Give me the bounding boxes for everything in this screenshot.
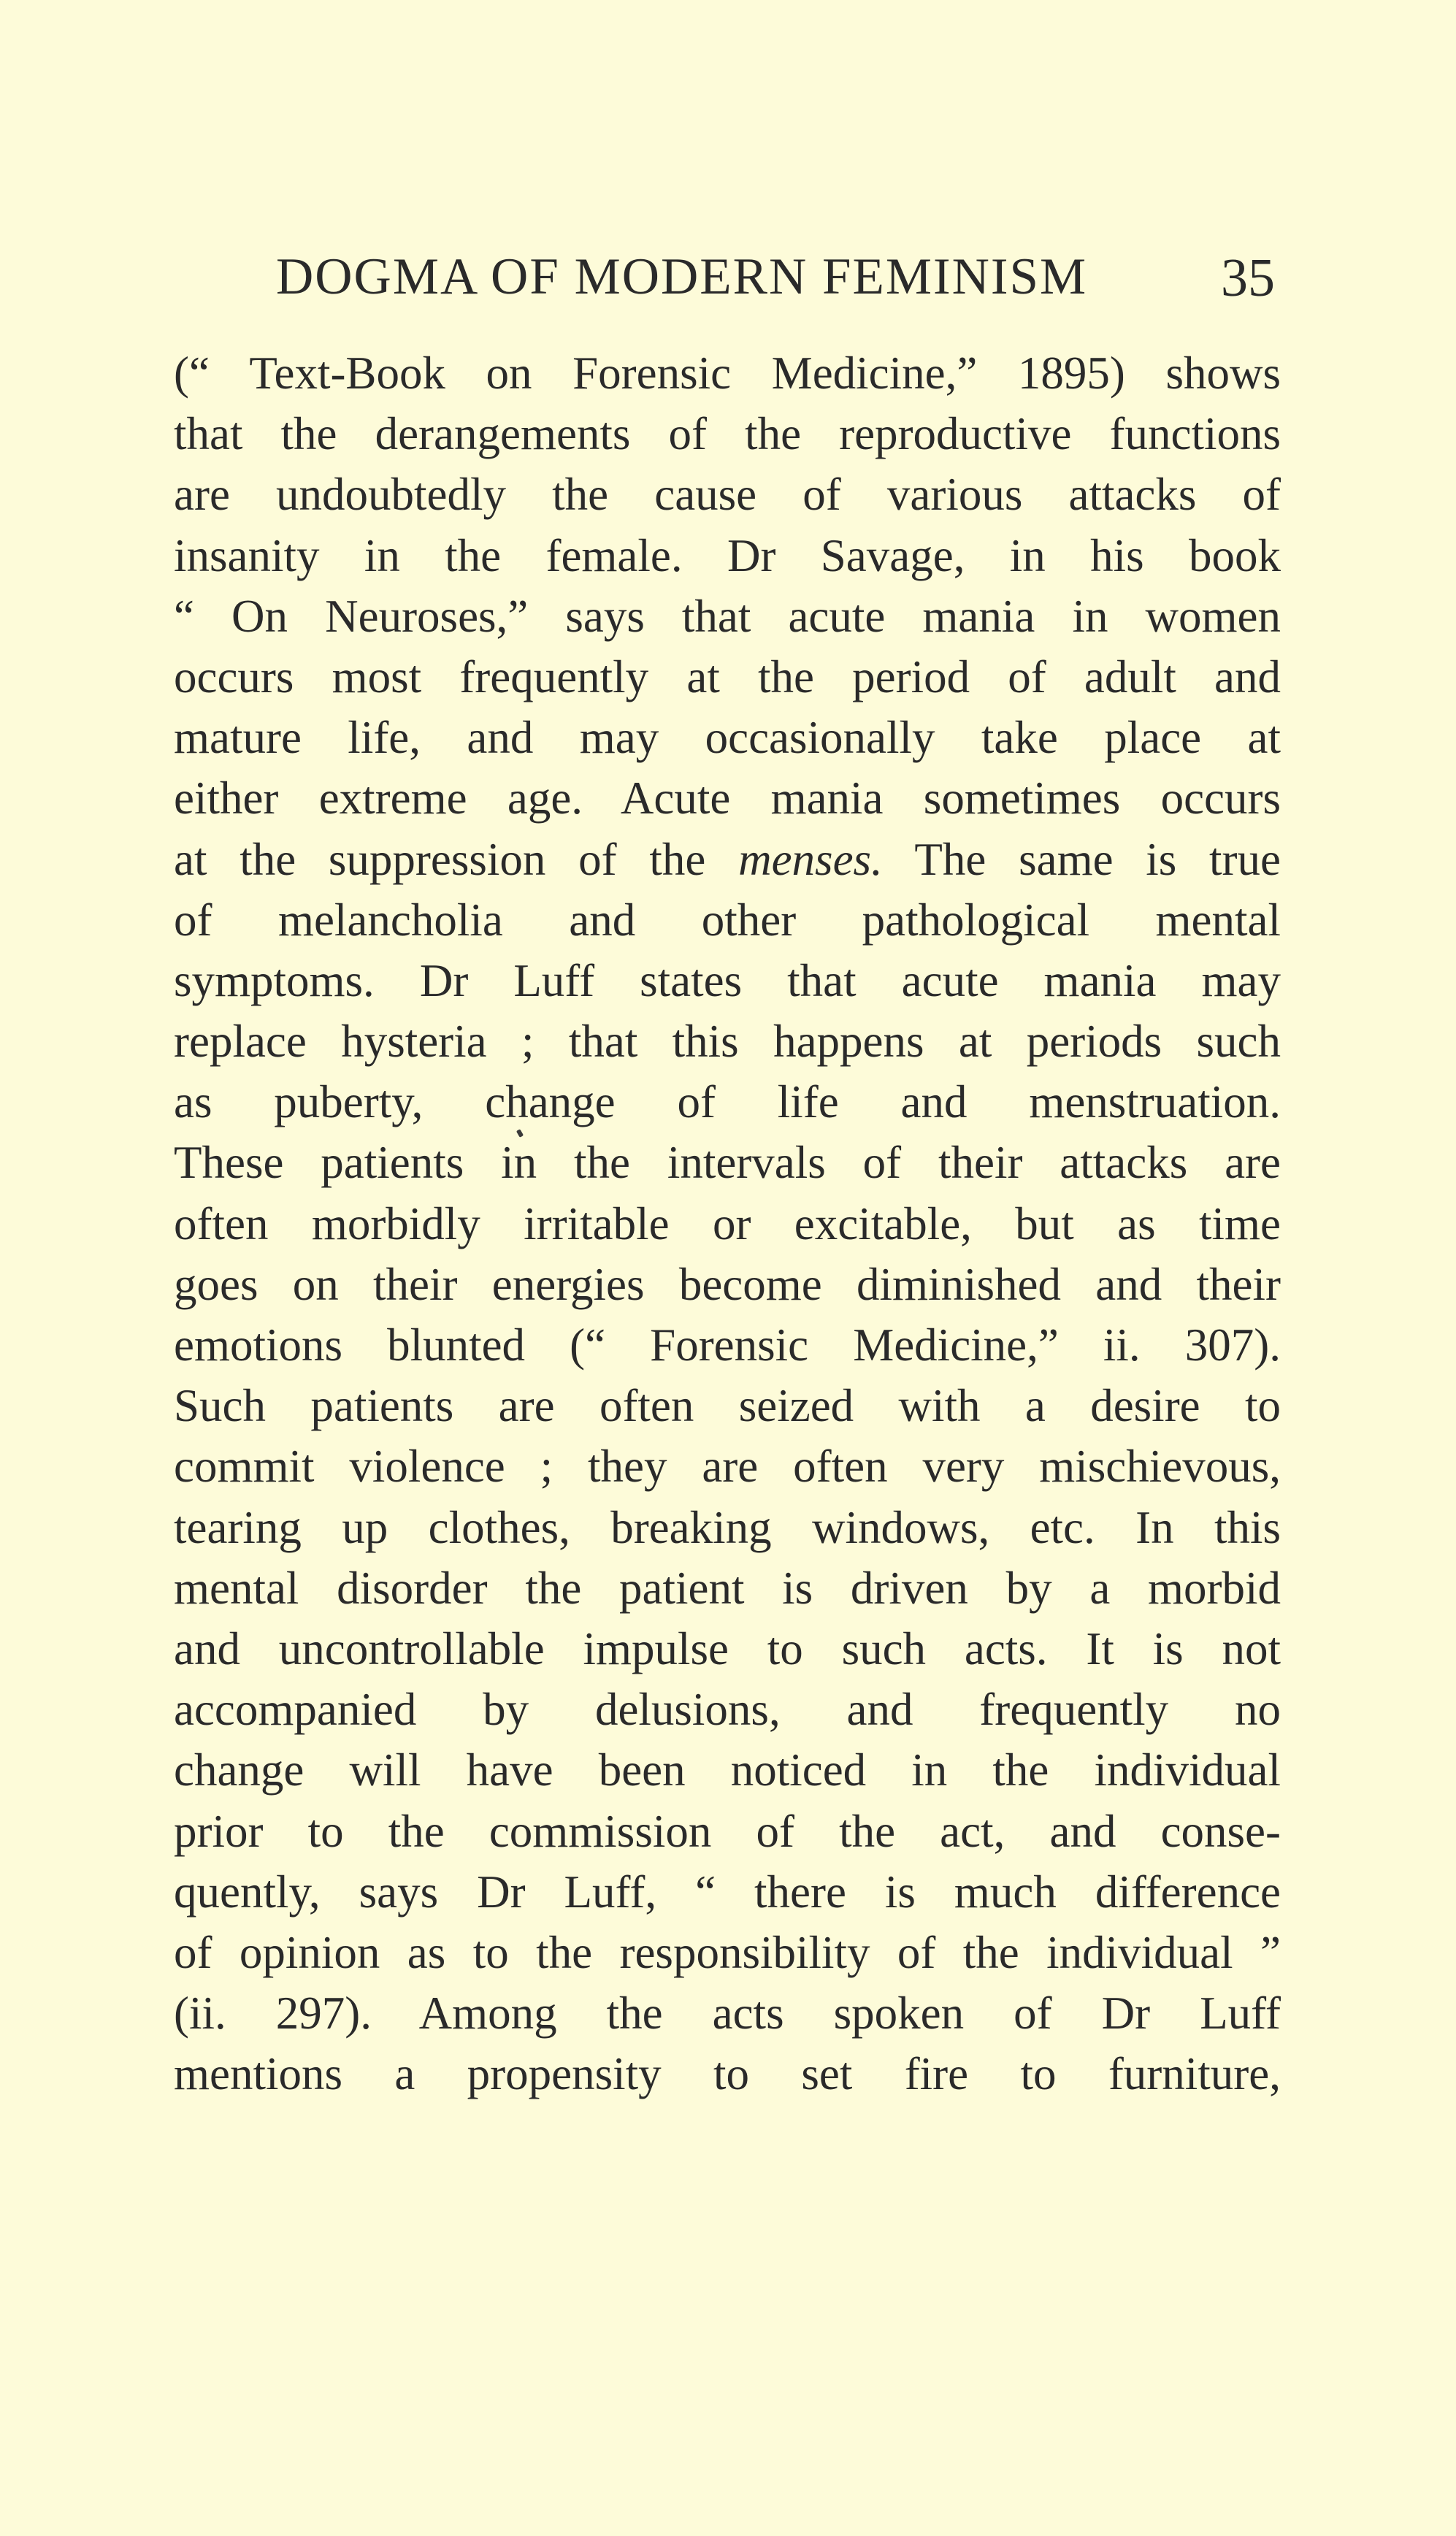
text-line: replace hysteria ; that this happens at periods such <box>174 1016 1281 1068</box>
text-line: as puberty, change of life and menstruation. <box>174 1076 1281 1128</box>
text-line: goes on their energies become diminished and their <box>174 1258 1281 1310</box>
running-head <box>174 241 1275 329</box>
text-line: that the derangements of the reproductive functions <box>174 408 1281 460</box>
running-title: DOGMA OF MODERN FEMINISM <box>276 248 1088 305</box>
text-line: accompanied by delusions, and frequently no <box>174 1684 1281 1736</box>
text-line: often morbidly irritable or excitable, but as time <box>174 1198 1281 1249</box>
text-line: mentions a propensity to set fire to furniture, <box>174 2048 1281 2100</box>
text-line: and uncontrollable impulse to such acts. It is not <box>174 1623 1281 1674</box>
text-line: (ii. 297). Among the acts spoken of Dr Luff <box>174 1988 1281 2039</box>
text-line: occurs most frequently at the period of adult and <box>174 651 1281 702</box>
text-line: (“ Text-Book on Forensic Medicine,” 1895) shows <box>174 348 1281 399</box>
text-line: Such patients are often seized with a desire to <box>174 1380 1281 1432</box>
text-line: insanity in the female. Dr Savage, in his book <box>174 529 1281 581</box>
text-line: emotions blunted (“ Forensic Medicine,” ii. 307). <box>174 1319 1281 1371</box>
text-line: commit violence ; they are often very mischievous, <box>174 1441 1281 1493</box>
text-line: “ On Neuroses,” says that acute mania in women <box>174 590 1281 642</box>
text-line: symptoms. Dr Luff states that acute mania may <box>174 954 1281 1006</box>
text-line: prior to the commission of the act, and conse- <box>174 1805 1281 1857</box>
text-line: of melancholia and other pathological mental <box>174 894 1281 946</box>
italic-word: menses. <box>738 833 883 885</box>
body-text <box>174 343 1281 2104</box>
text-line: mental disorder the patient is driven by a morbid <box>174 1562 1281 1614</box>
text-segment: at the suppression of the <box>174 833 739 885</box>
text-line: of opinion as to the responsibility of the individual ” <box>174 1926 1281 1978</box>
text-line: quently, says Dr Luff, “ there is much difference <box>174 1866 1281 1918</box>
text-line: change will have been noticed in the individual <box>174 1744 1281 1796</box>
text-segment: The same is true <box>882 833 1281 885</box>
text-line-with-italic <box>174 830 1281 890</box>
text-line: tearing up clothes, breaking windows, etc. In this <box>174 1501 1281 1553</box>
text-line: mature life, and may occasionally take place at <box>174 712 1281 764</box>
text-line: These patients in the intervals of their attacks are <box>174 1137 1281 1189</box>
text-line: either extreme age. Acute mania sometimes occurs <box>174 773 1281 824</box>
text-line: are undoubtedly the cause of various attacks of <box>174 469 1281 521</box>
page-number: 35 <box>1221 248 1275 308</box>
